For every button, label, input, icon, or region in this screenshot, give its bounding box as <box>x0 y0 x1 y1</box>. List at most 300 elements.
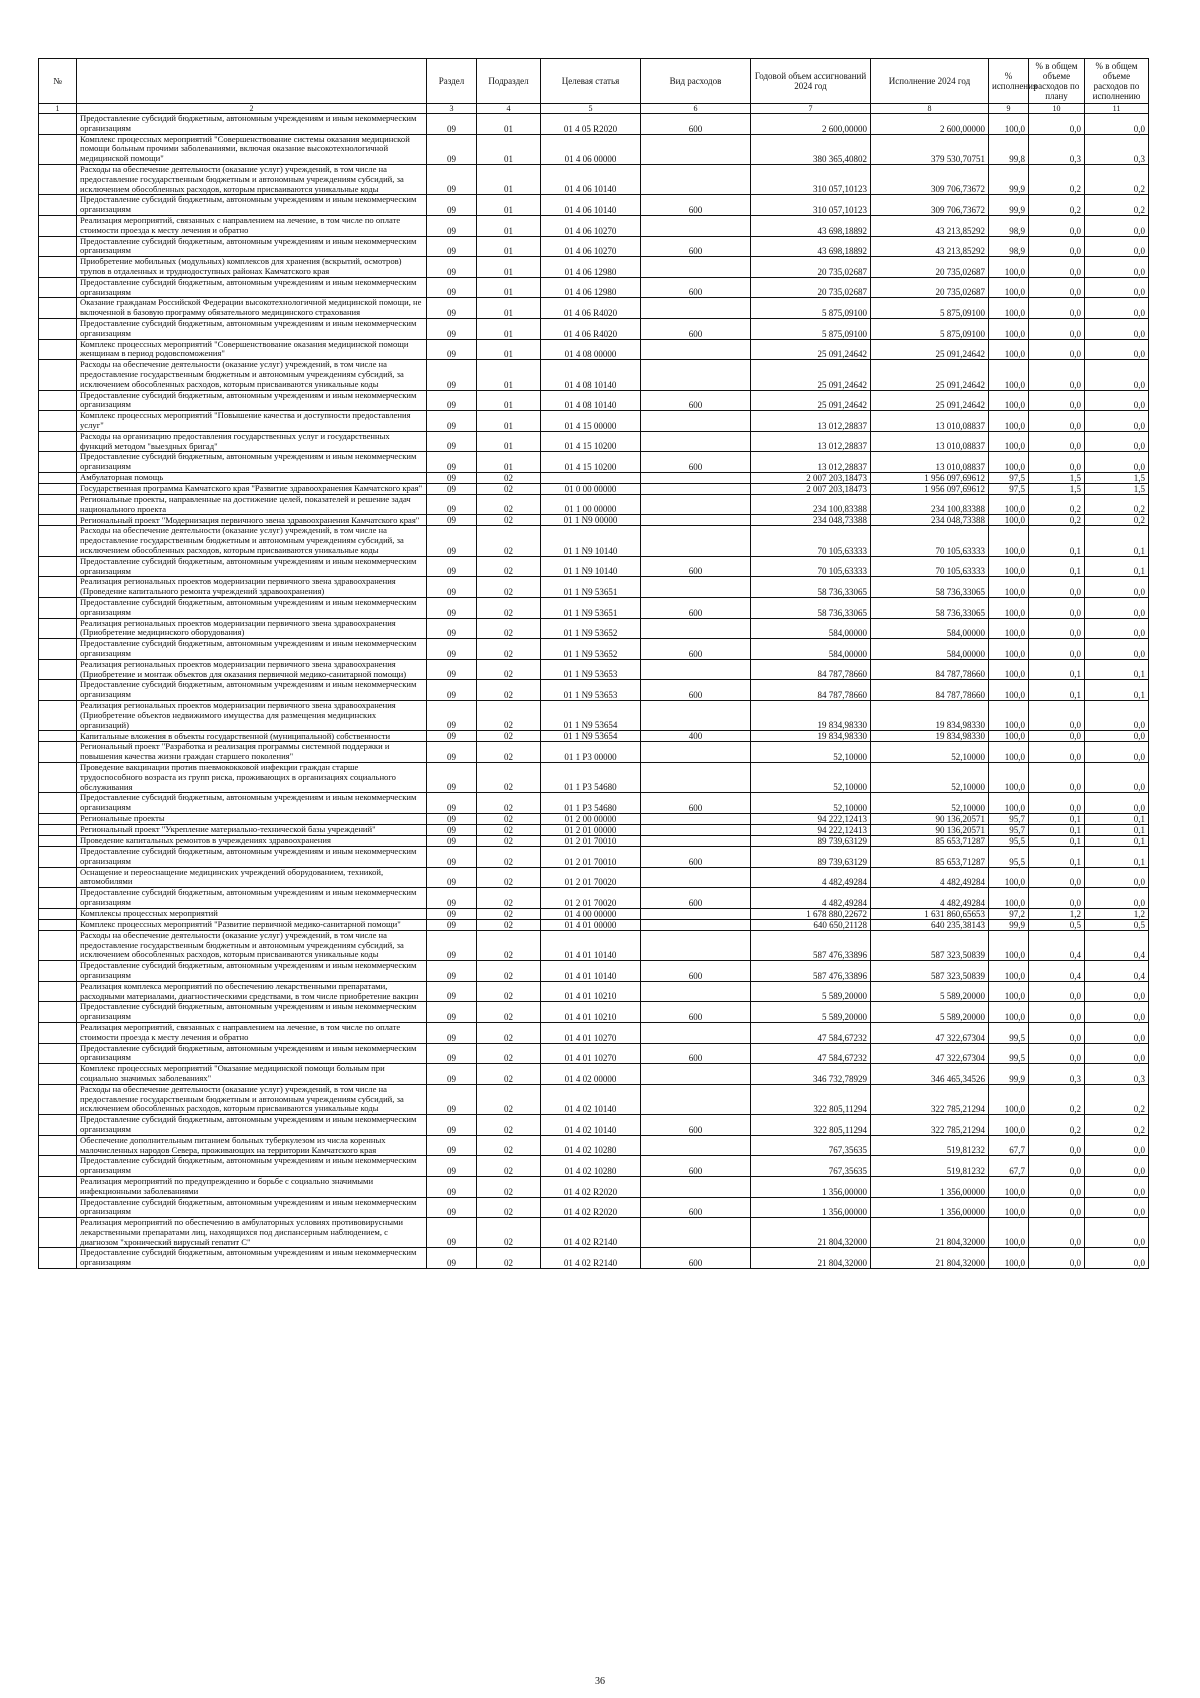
row-percent: 100,0 <box>989 114 1029 135</box>
row-expense-type: 600 <box>641 236 751 257</box>
row-percent: 100,0 <box>989 659 1029 680</box>
row-name: Комплекс процессных мероприятий "Оказание медицинской помощи больным при социально значимых заболеваниях" <box>77 1064 427 1085</box>
row-share-plan: 0,1 <box>1029 680 1085 701</box>
row-number-cell <box>39 1084 77 1114</box>
row-percent: 100,0 <box>989 277 1029 298</box>
row-number-cell <box>39 236 77 257</box>
row-podrazdel: 02 <box>477 515 541 526</box>
row-percent: 100,0 <box>989 1084 1029 1114</box>
row-percent: 100,0 <box>989 1176 1029 1197</box>
row-percent: 99,9 <box>989 1064 1029 1085</box>
row-target-article: 01 4 06 12980 <box>541 257 641 278</box>
row-razdel: 09 <box>427 134 477 164</box>
row-share-fact: 0,1 <box>1085 659 1149 680</box>
row-razdel: 09 <box>427 257 477 278</box>
row-percent: 100,0 <box>989 680 1029 701</box>
table-row <box>39 618 1149 639</box>
table-row <box>39 257 1149 278</box>
row-name: Предоставление субсидий бюджетным, автономным учреждениям и иным некоммерческим организациям <box>77 1002 427 1023</box>
row-annual-plan: 5 875,09100 <box>751 318 871 339</box>
row-podrazdel: 02 <box>477 526 541 556</box>
row-share-fact: 0,4 <box>1085 930 1149 960</box>
row-target-article: 01 2 01 70020 <box>541 888 641 909</box>
row-share-plan: 0,0 <box>1029 598 1085 619</box>
row-target-article: 01 1 N9 53654 <box>541 731 641 742</box>
row-execution: 85 653,71287 <box>871 836 989 847</box>
row-razdel: 09 <box>427 1115 477 1136</box>
row-podrazdel: 02 <box>477 1176 541 1197</box>
row-execution: 25 091,24642 <box>871 390 989 411</box>
header-share-plan: % в общем объеме расходов по плану <box>1029 59 1085 104</box>
row-share-fact: 0,0 <box>1085 114 1149 135</box>
row-annual-plan: 58 736,33065 <box>751 577 871 598</box>
row-expense-type <box>641 659 751 680</box>
row-number-cell <box>39 659 77 680</box>
row-annual-plan: 52,10000 <box>751 763 871 793</box>
row-share-fact: 0,1 <box>1085 680 1149 701</box>
row-annual-plan: 5 875,09100 <box>751 298 871 319</box>
row-target-article: 01 4 01 10270 <box>541 1022 641 1043</box>
row-expense-type <box>641 1135 751 1156</box>
row-annual-plan: 25 091,24642 <box>751 390 871 411</box>
row-expense-type: 600 <box>641 195 751 216</box>
table-row <box>39 577 1149 598</box>
row-razdel: 09 <box>427 1176 477 1197</box>
row-razdel: 09 <box>427 277 477 298</box>
row-target-article: 01 1 N9 53652 <box>541 618 641 639</box>
row-annual-plan: 767,35635 <box>751 1156 871 1177</box>
row-podrazdel: 02 <box>477 742 541 763</box>
row-execution: 5 589,20000 <box>871 981 989 1002</box>
table-row <box>39 930 1149 960</box>
row-expense-type: 600 <box>641 114 751 135</box>
row-number-cell <box>39 961 77 982</box>
row-share-plan: 0,2 <box>1029 494 1085 515</box>
row-percent: 99,5 <box>989 1043 1029 1064</box>
row-expense-type <box>641 763 751 793</box>
row-expense-type <box>641 814 751 825</box>
row-target-article: 01 4 02 10280 <box>541 1135 641 1156</box>
row-annual-plan: 584,00000 <box>751 639 871 660</box>
row-share-fact: 0,0 <box>1085 411 1149 432</box>
row-expense-type: 600 <box>641 1248 751 1269</box>
row-razdel: 09 <box>427 236 477 257</box>
row-share-fact: 0,0 <box>1085 452 1149 473</box>
row-podrazdel: 02 <box>477 659 541 680</box>
row-expense-type: 600 <box>641 639 751 660</box>
row-name: Региональные проекты <box>77 814 427 825</box>
row-share-fact: 0,3 <box>1085 1064 1149 1085</box>
row-razdel: 09 <box>427 888 477 909</box>
row-execution: 5 875,09100 <box>871 318 989 339</box>
row-share-plan: 1,5 <box>1029 472 1085 483</box>
row-podrazdel: 02 <box>477 1197 541 1218</box>
row-percent: 100,0 <box>989 526 1029 556</box>
table-row <box>39 134 1149 164</box>
row-target-article: 01 1 N9 10140 <box>541 526 641 556</box>
row-share-plan: 0,0 <box>1029 114 1085 135</box>
row-share-plan: 0,0 <box>1029 1002 1085 1023</box>
row-execution: 13 010,08837 <box>871 452 989 473</box>
row-execution: 43 213,85292 <box>871 215 989 236</box>
row-share-plan: 0,1 <box>1029 526 1085 556</box>
row-execution: 70 105,63333 <box>871 526 989 556</box>
row-expense-type <box>641 825 751 836</box>
row-percent: 98,9 <box>989 215 1029 236</box>
row-podrazdel: 02 <box>477 930 541 960</box>
table-row <box>39 731 1149 742</box>
row-share-fact: 0,0 <box>1085 431 1149 452</box>
row-target-article: 01 4 05 R2020 <box>541 114 641 135</box>
row-podrazdel: 01 <box>477 114 541 135</box>
row-share-plan: 0,0 <box>1029 888 1085 909</box>
row-share-fact: 0,0 <box>1085 1218 1149 1248</box>
row-share-plan: 0,0 <box>1029 701 1085 731</box>
row-razdel: 09 <box>427 847 477 868</box>
row-target-article: 01 4 00 00000 <box>541 908 641 919</box>
table-row <box>39 763 1149 793</box>
row-expense-type: 600 <box>641 847 751 868</box>
row-target-article: 01 1 00 00000 <box>541 494 641 515</box>
row-target-article: 01 4 06 10270 <box>541 215 641 236</box>
row-target-article: 01 2 01 70010 <box>541 847 641 868</box>
row-podrazdel: 01 <box>477 164 541 194</box>
row-percent: 67,7 <box>989 1156 1029 1177</box>
row-execution: 19 834,98330 <box>871 731 989 742</box>
table-row <box>39 1197 1149 1218</box>
row-expense-type <box>641 908 751 919</box>
row-share-fact: 0,0 <box>1085 1248 1149 1269</box>
row-razdel: 09 <box>427 1043 477 1064</box>
row-execution: 13 010,08837 <box>871 411 989 432</box>
row-share-fact: 0,1 <box>1085 836 1149 847</box>
row-number-cell <box>39 793 77 814</box>
row-expense-type <box>641 618 751 639</box>
row-annual-plan: 584,00000 <box>751 618 871 639</box>
row-annual-plan: 13 012,28837 <box>751 452 871 473</box>
row-execution: 322 785,21294 <box>871 1115 989 1136</box>
table-row <box>39 701 1149 731</box>
row-annual-plan: 20 735,02687 <box>751 257 871 278</box>
row-podrazdel: 02 <box>477 1043 541 1064</box>
row-expense-type <box>641 930 751 960</box>
row-percent: 100,0 <box>989 867 1029 888</box>
row-razdel: 09 <box>427 1135 477 1156</box>
row-annual-plan: 84 787,78660 <box>751 659 871 680</box>
row-razdel: 09 <box>427 825 477 836</box>
row-share-plan: 0,2 <box>1029 195 1085 216</box>
row-share-fact: 0,0 <box>1085 577 1149 598</box>
header-target-article: Целевая статья <box>541 59 641 104</box>
row-execution: 4 482,49284 <box>871 888 989 909</box>
row-expense-type: 600 <box>641 390 751 411</box>
row-percent: 100,0 <box>989 1197 1029 1218</box>
row-name: Оказание гражданам Российской Федерации высокотехнологичной медицинской помощи, не включенной в базовую программу обязательного медицинского страхования <box>77 298 427 319</box>
row-name: Реализация мероприятий, связанных с направлением на лечение, в том числе по оплате стоимости проезда к месту лечения и обратно <box>77 1022 427 1043</box>
row-annual-plan: 5 589,20000 <box>751 981 871 1002</box>
table-row <box>39 360 1149 390</box>
row-podrazdel: 02 <box>477 847 541 868</box>
row-name: Приобретение мобильных (модульных) комплексов для хранения (вскрытий, осмотров) трупов в отдаленных и труднодоступных районах Камчатского края <box>77 257 427 278</box>
row-share-fact: 0,0 <box>1085 360 1149 390</box>
table-row <box>39 236 1149 257</box>
row-share-fact: 0,0 <box>1085 731 1149 742</box>
row-target-article: 01 4 08 10140 <box>541 390 641 411</box>
row-execution: 52,10000 <box>871 793 989 814</box>
row-percent: 95,5 <box>989 847 1029 868</box>
row-razdel: 09 <box>427 114 477 135</box>
row-share-plan: 0,1 <box>1029 836 1085 847</box>
row-share-plan: 0,0 <box>1029 577 1085 598</box>
row-razdel: 09 <box>427 1197 477 1218</box>
row-share-fact: 0,2 <box>1085 515 1149 526</box>
row-razdel: 09 <box>427 1248 477 1269</box>
table-row <box>39 164 1149 194</box>
row-razdel: 09 <box>427 431 477 452</box>
row-execution: 1 956 097,69612 <box>871 472 989 483</box>
row-execution: 21 804,32000 <box>871 1218 989 1248</box>
row-podrazdel: 02 <box>477 577 541 598</box>
row-share-plan: 1,5 <box>1029 483 1085 494</box>
row-razdel: 09 <box>427 1156 477 1177</box>
row-number-cell <box>39 257 77 278</box>
row-share-fact: 1,2 <box>1085 908 1149 919</box>
col-number: 5 <box>541 104 641 114</box>
row-execution: 70 105,63333 <box>871 556 989 577</box>
row-execution: 43 213,85292 <box>871 236 989 257</box>
row-name: Предоставление субсидий бюджетным, автономным учреждениям и иным некоммерческим организациям <box>77 680 427 701</box>
row-annual-plan: 94 222,12413 <box>751 825 871 836</box>
row-execution: 519,81232 <box>871 1135 989 1156</box>
row-name: Оснащение и переоснащение медицинских учреждений оборудованием, техникой, автомобилями <box>77 867 427 888</box>
row-annual-plan: 52,10000 <box>751 742 871 763</box>
row-share-fact: 0,0 <box>1085 236 1149 257</box>
row-share-plan: 0,0 <box>1029 639 1085 660</box>
row-share-plan: 0,4 <box>1029 930 1085 960</box>
row-number-cell <box>39 1176 77 1197</box>
row-share-plan: 0,0 <box>1029 360 1085 390</box>
row-number-cell <box>39 763 77 793</box>
row-share-fact: 0,0 <box>1085 1135 1149 1156</box>
row-number-cell <box>39 360 77 390</box>
row-execution: 25 091,24642 <box>871 339 989 360</box>
row-share-fact: 0,0 <box>1085 888 1149 909</box>
row-percent: 100,0 <box>989 339 1029 360</box>
row-number-cell <box>39 847 77 868</box>
row-podrazdel: 02 <box>477 763 541 793</box>
row-share-plan: 0,0 <box>1029 867 1085 888</box>
row-percent: 100,0 <box>989 318 1029 339</box>
row-percent: 100,0 <box>989 639 1029 660</box>
row-podrazdel: 01 <box>477 236 541 257</box>
row-execution: 25 091,24642 <box>871 360 989 390</box>
row-target-article <box>541 472 641 483</box>
row-execution: 90 136,20571 <box>871 814 989 825</box>
table-row <box>39 888 1149 909</box>
row-expense-type: 600 <box>641 888 751 909</box>
row-share-fact: 0,0 <box>1085 598 1149 619</box>
table-row <box>39 1218 1149 1248</box>
row-annual-plan: 52,10000 <box>751 793 871 814</box>
row-number-cell <box>39 390 77 411</box>
row-share-plan: 0,2 <box>1029 164 1085 194</box>
row-annual-plan: 20 735,02687 <box>751 277 871 298</box>
row-expense-type: 600 <box>641 598 751 619</box>
row-percent: 100,0 <box>989 598 1029 619</box>
row-annual-plan: 767,35635 <box>751 1135 871 1156</box>
row-razdel: 09 <box>427 598 477 619</box>
row-expense-type: 600 <box>641 277 751 298</box>
row-target-article: 01 4 01 10140 <box>541 961 641 982</box>
row-annual-plan: 322 805,11294 <box>751 1084 871 1114</box>
row-expense-type: 600 <box>641 793 751 814</box>
row-razdel: 09 <box>427 763 477 793</box>
row-target-article: 01 4 15 10200 <box>541 452 641 473</box>
row-razdel: 09 <box>427 742 477 763</box>
table-row <box>39 1022 1149 1043</box>
row-podrazdel: 01 <box>477 452 541 473</box>
row-execution: 58 736,33065 <box>871 598 989 619</box>
row-razdel: 09 <box>427 814 477 825</box>
row-percent: 67,7 <box>989 1135 1029 1156</box>
row-share-fact: 0,1 <box>1085 556 1149 577</box>
row-podrazdel: 02 <box>477 1002 541 1023</box>
row-number-cell <box>39 1156 77 1177</box>
row-target-article: 01 1 P3 54680 <box>541 763 641 793</box>
row-razdel: 09 <box>427 919 477 930</box>
row-execution: 47 322,67304 <box>871 1022 989 1043</box>
row-target-article: 01 4 01 10210 <box>541 981 641 1002</box>
row-number-cell <box>39 134 77 164</box>
table-row <box>39 793 1149 814</box>
row-share-plan: 0,0 <box>1029 431 1085 452</box>
row-name: Реализация мероприятий, связанных с направлением на лечение, в том числе по оплате стоимости проезда к месту лечения и обратно <box>77 215 427 236</box>
row-razdel: 09 <box>427 1218 477 1248</box>
row-share-plan: 0,0 <box>1029 215 1085 236</box>
row-share-plan: 0,0 <box>1029 298 1085 319</box>
row-execution: 346 465,34526 <box>871 1064 989 1085</box>
row-execution: 587 323,50839 <box>871 961 989 982</box>
table-row <box>39 494 1149 515</box>
row-percent: 95,7 <box>989 814 1029 825</box>
row-number-cell <box>39 494 77 515</box>
row-podrazdel: 02 <box>477 888 541 909</box>
row-razdel: 09 <box>427 961 477 982</box>
table-row <box>39 411 1149 432</box>
row-podrazdel: 02 <box>477 556 541 577</box>
row-expense-type <box>641 257 751 278</box>
row-percent: 98,9 <box>989 236 1029 257</box>
row-annual-plan: 13 012,28837 <box>751 411 871 432</box>
row-number-cell <box>39 1043 77 1064</box>
row-expense-type <box>641 981 751 1002</box>
row-expense-type: 600 <box>641 961 751 982</box>
row-execution: 2 600,00000 <box>871 114 989 135</box>
row-razdel: 09 <box>427 298 477 319</box>
table-row <box>39 1043 1149 1064</box>
row-name: Предоставление субсидий бюджетным, автономным учреждениям и иным некоммерческим организациям <box>77 318 427 339</box>
table-row <box>39 867 1149 888</box>
header-razdel: Раздел <box>427 59 477 104</box>
row-podrazdel: 01 <box>477 298 541 319</box>
row-razdel: 09 <box>427 515 477 526</box>
row-podrazdel: 02 <box>477 1248 541 1269</box>
row-number-cell <box>39 1197 77 1218</box>
row-share-fact: 0,0 <box>1085 390 1149 411</box>
row-name: Предоставление субсидий бюджетным, автономным учреждениям и иным некоммерческим организациям <box>77 639 427 660</box>
row-percent: 100,0 <box>989 1218 1029 1248</box>
row-name: Реализация региональных проектов модернизации первичного звена здравоохранения (Приобретение и монтаж объектов для оказания первичной медико-санитарной помощи) <box>77 659 427 680</box>
row-number-cell <box>39 318 77 339</box>
row-number-cell <box>39 908 77 919</box>
table-row <box>39 908 1149 919</box>
col-number: 9 <box>989 104 1029 114</box>
row-annual-plan: 587 476,33896 <box>751 930 871 960</box>
row-razdel: 09 <box>427 981 477 1002</box>
row-razdel: 09 <box>427 1002 477 1023</box>
row-annual-plan: 21 804,32000 <box>751 1218 871 1248</box>
row-expense-type <box>641 411 751 432</box>
row-percent: 100,0 <box>989 763 1029 793</box>
row-annual-plan: 310 057,10123 <box>751 164 871 194</box>
row-target-article: 01 4 08 00000 <box>541 339 641 360</box>
row-target-article: 01 1 N9 53651 <box>541 577 641 598</box>
row-podrazdel: 01 <box>477 195 541 216</box>
row-number-cell <box>39 114 77 135</box>
row-share-plan: 0,0 <box>1029 339 1085 360</box>
row-razdel: 09 <box>427 164 477 194</box>
row-number-cell <box>39 919 77 930</box>
row-execution: 584,00000 <box>871 639 989 660</box>
row-execution: 309 706,73672 <box>871 195 989 216</box>
row-number-cell <box>39 164 77 194</box>
col-number: 4 <box>477 104 541 114</box>
row-podrazdel: 02 <box>477 1115 541 1136</box>
row-podrazdel: 01 <box>477 257 541 278</box>
row-name: Реализация мероприятий по обеспечению в амбулаторных условиях противовирусными лекарственными препаратами лиц, находящихся под диспансерным наблюдением, с диагнозом "хронический вирусный гепатит С" <box>77 1218 427 1248</box>
row-razdel: 09 <box>427 360 477 390</box>
row-podrazdel: 01 <box>477 390 541 411</box>
table-row <box>39 659 1149 680</box>
row-target-article: 01 1 N9 53653 <box>541 659 641 680</box>
row-expense-type <box>641 134 751 164</box>
row-share-plan: 0,0 <box>1029 1135 1085 1156</box>
row-number-cell <box>39 195 77 216</box>
row-share-plan: 0,0 <box>1029 1197 1085 1218</box>
row-podrazdel: 02 <box>477 598 541 619</box>
row-share-fact: 0,0 <box>1085 1043 1149 1064</box>
table-row <box>39 1064 1149 1085</box>
row-execution: 234 100,83388 <box>871 494 989 515</box>
row-name: Расходы на обеспечение деятельности (оказание услуг) учреждений, в том числе на предоставление государственным бюджетным и автономным учреждениям субсидий, за исключением обособленных расходов, которым присваиваются уникальные коды <box>77 930 427 960</box>
row-percent: 100,0 <box>989 793 1029 814</box>
row-percent: 95,5 <box>989 836 1029 847</box>
row-target-article: 01 1 N9 53651 <box>541 598 641 619</box>
row-name: Предоставление субсидий бюджетным, автономным учреждениям и иным некоммерческим организациям <box>77 1197 427 1218</box>
row-share-plan: 0,3 <box>1029 134 1085 164</box>
header-podrazdel: Подраздел <box>477 59 541 104</box>
row-expense-type <box>641 494 751 515</box>
row-name: Расходы на организацию предоставления государственных услуг и государственных функций методом "выездных бригад" <box>77 431 427 452</box>
row-expense-type <box>641 1064 751 1085</box>
table-row <box>39 277 1149 298</box>
row-expense-type <box>641 472 751 483</box>
col-number: 8 <box>871 104 989 114</box>
row-target-article: 01 2 01 70010 <box>541 836 641 847</box>
row-podrazdel: 01 <box>477 360 541 390</box>
row-podrazdel: 02 <box>477 814 541 825</box>
row-name: Расходы на обеспечение деятельности (оказание услуг) учреждений, в том числе на предоставление государственным бюджетным и автономным учреждениям субсидий, за исключением обособленных расходов, которым присваиваются уникальные коды <box>77 164 427 194</box>
